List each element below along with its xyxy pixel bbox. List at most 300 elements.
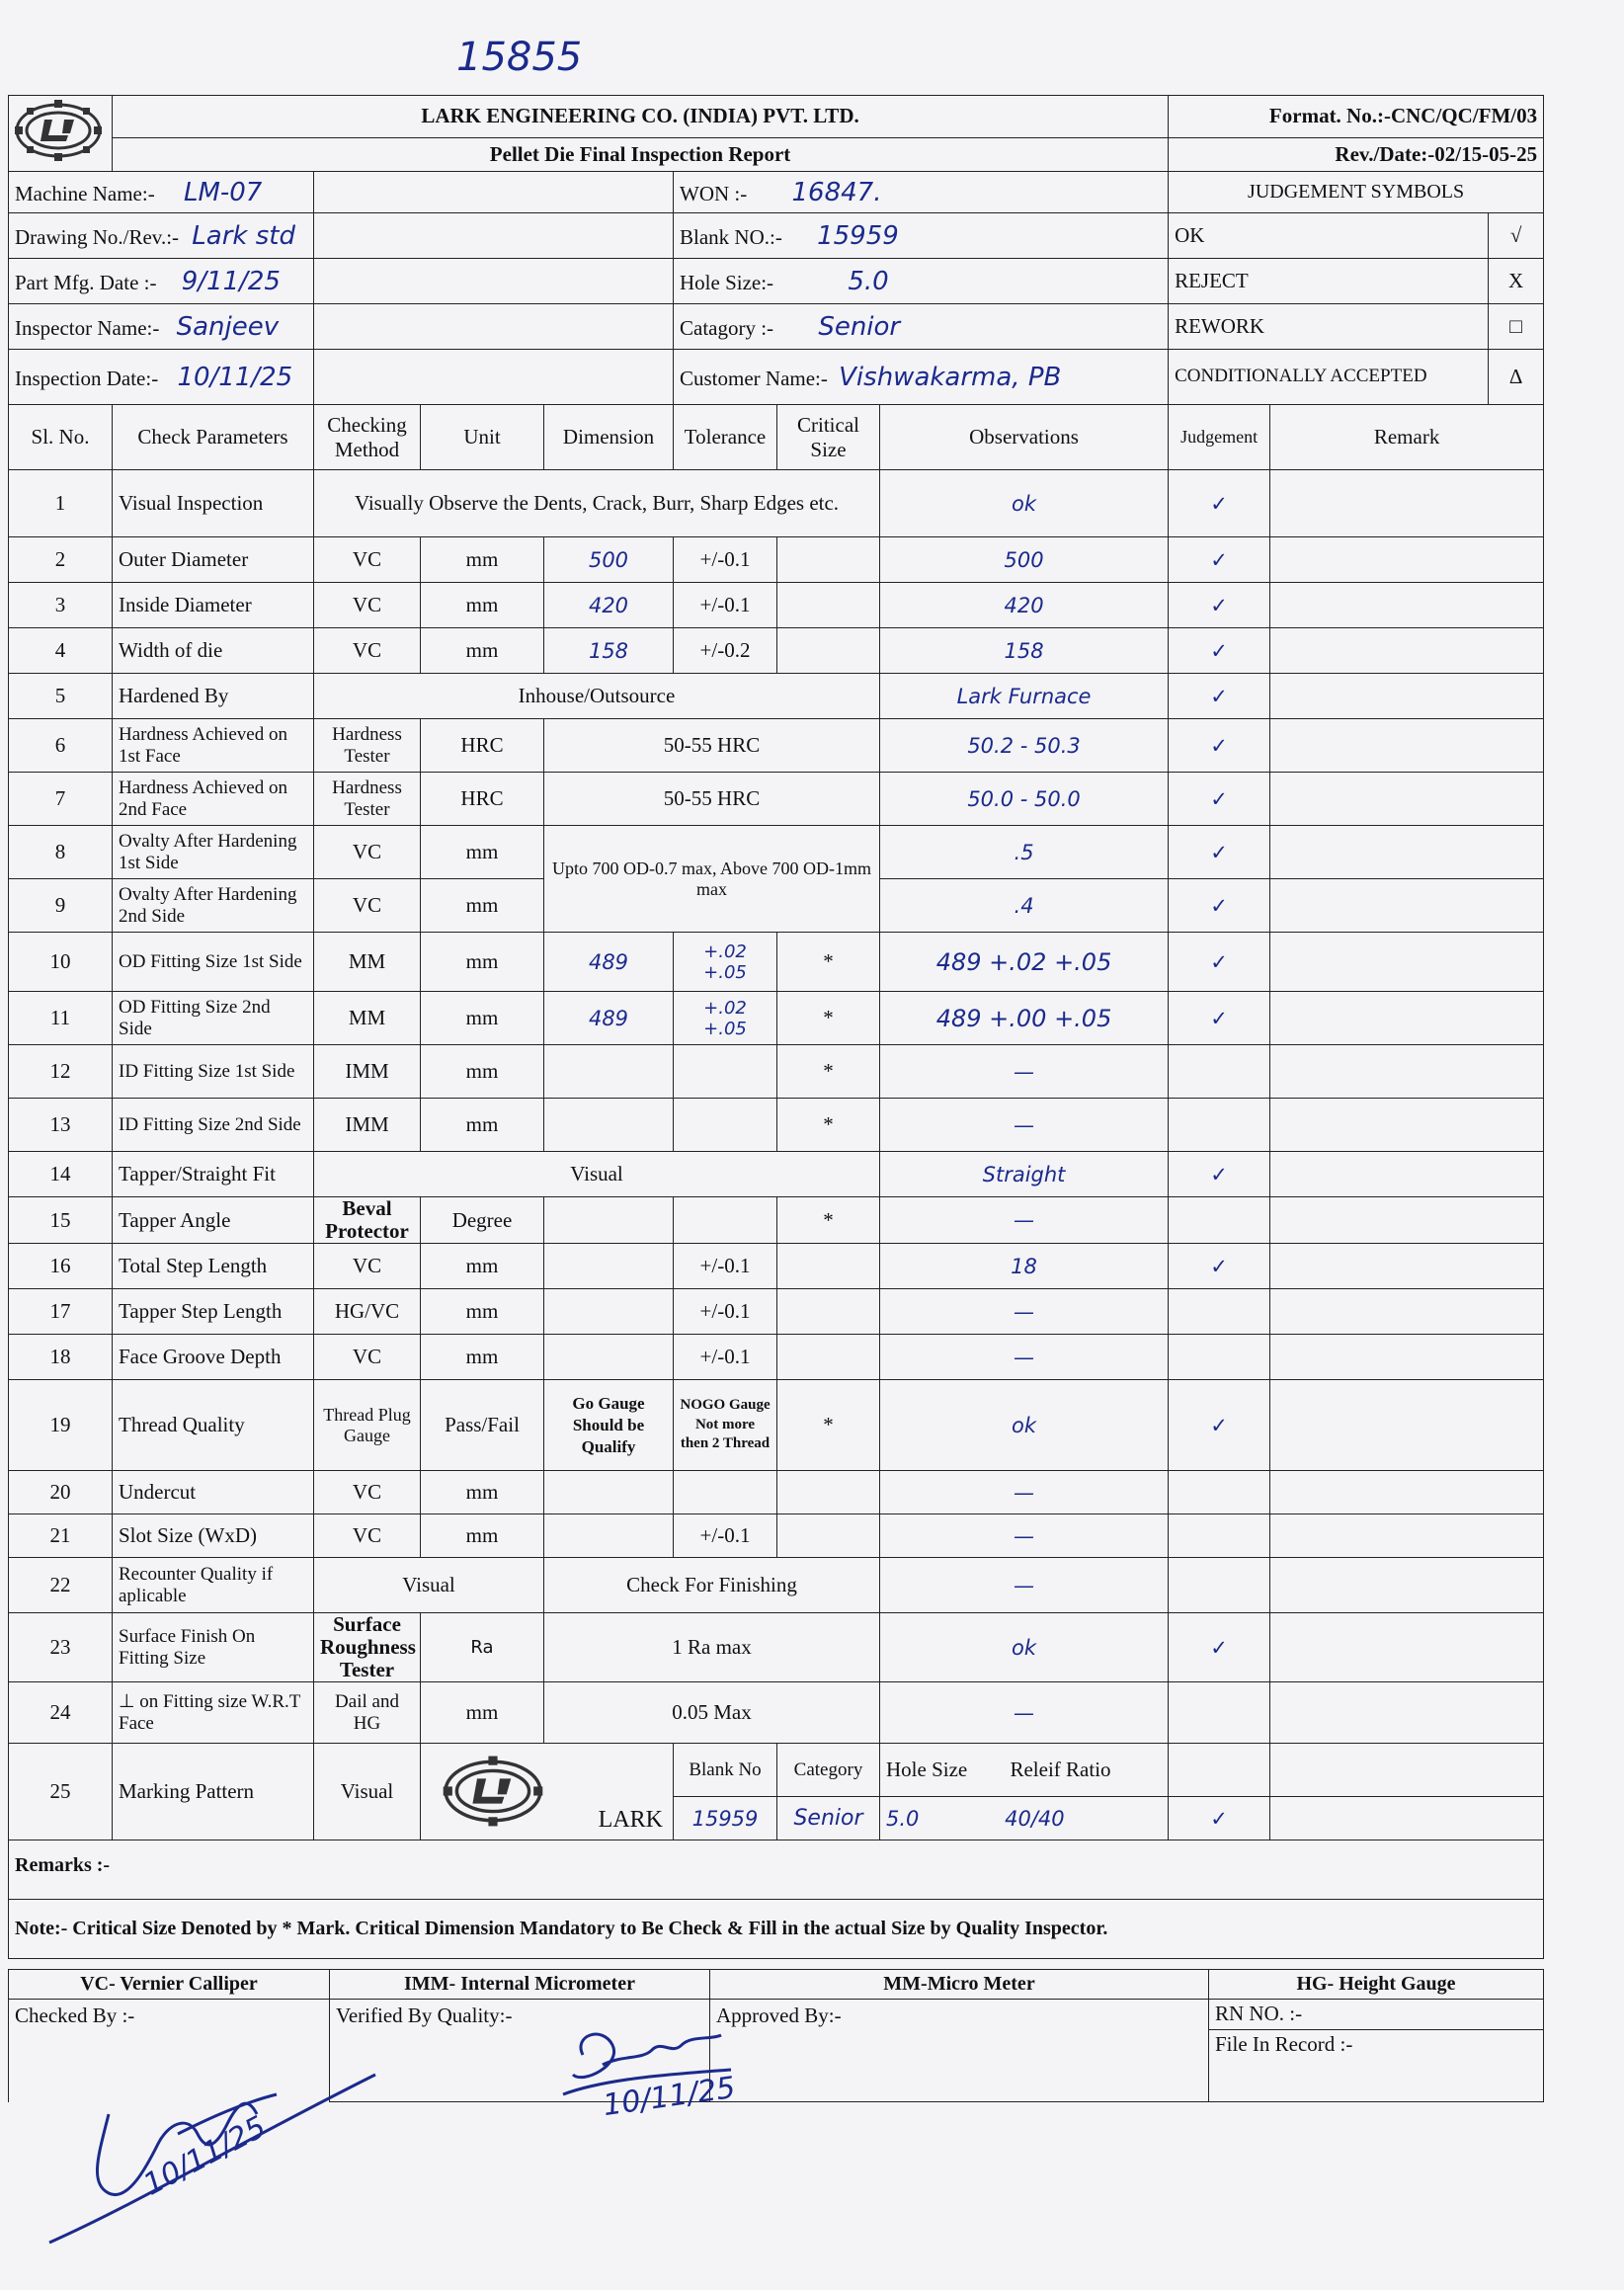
inspection-date-spacer: [314, 350, 674, 405]
row-observation: —: [880, 1335, 1169, 1380]
gear-logo-icon: [429, 1752, 557, 1831]
row-critical: [777, 537, 880, 583]
row-sl: 7: [9, 773, 113, 826]
row-sl: 21: [9, 1514, 113, 1558]
row-remark: [1270, 1335, 1544, 1380]
row-unit: mm: [421, 826, 544, 879]
row-observation: 420: [880, 583, 1169, 628]
col-unit: Unit: [421, 405, 544, 470]
symbol-ok: √: [1489, 213, 1544, 259]
row-sl: 4: [9, 628, 113, 674]
marking-judgement: ✓: [1169, 1797, 1270, 1840]
inspection-date-label: Inspection Date:-: [15, 366, 159, 390]
table-row: [9, 583, 1544, 628]
symbol-reject-label: REJECT: [1169, 259, 1489, 304]
marking-header-hole-relief: [880, 1744, 1169, 1797]
machine-spacer: [314, 172, 674, 213]
row-observation: .5: [880, 826, 1169, 879]
row-param: Inside Diameter: [113, 583, 314, 628]
marking-value-hole: 5.0: [886, 1806, 920, 1831]
row-method: VC: [314, 1471, 421, 1514]
approved-by-label: Approved By:-: [716, 2004, 842, 2027]
row-judgement: [1169, 1514, 1270, 1558]
row-method: Thread Plug Gauge: [314, 1380, 421, 1471]
row-dimension: 489: [544, 933, 674, 992]
row-sl: 9: [9, 879, 113, 933]
col-tolerance: Tolerance: [674, 405, 777, 470]
row-param: Total Step Length: [113, 1244, 314, 1289]
marking-row: [9, 1744, 1544, 1797]
row-spec: Visually Observe the Dents, Crack, Burr, Sharp Edges etc.: [314, 470, 880, 537]
row-sl: 11: [9, 992, 113, 1045]
row-param: Width of die: [113, 628, 314, 674]
row-remark: [1270, 719, 1544, 773]
row-tolerance: +.02 +.05: [674, 992, 777, 1045]
col-sl: Sl. No.: [9, 405, 113, 470]
row-sl: 17: [9, 1289, 113, 1335]
row-judgement: ✓: [1169, 628, 1270, 674]
row-judgement: [1169, 1558, 1270, 1613]
row-sl: 18: [9, 1335, 113, 1380]
symbol-ok-label: OK: [1169, 213, 1489, 259]
customer-field: [674, 350, 1169, 405]
row-observation: —: [880, 1471, 1169, 1514]
row-param: Visual Inspection: [113, 470, 314, 537]
row-dimension: [544, 1514, 674, 1558]
row-dimension: [544, 1289, 674, 1335]
row-judgement: [1169, 1471, 1270, 1514]
row-param: Undercut: [113, 1471, 314, 1514]
row-unit: mm: [421, 1471, 544, 1514]
table-row: [9, 1471, 1544, 1514]
row-observation: ok: [880, 1613, 1169, 1682]
row-remark: [1270, 1613, 1544, 1682]
row-remark: [1270, 1099, 1544, 1152]
row-sl: 23: [9, 1613, 113, 1682]
row-remark: [1270, 1380, 1544, 1471]
row-method: VC: [314, 583, 421, 628]
row-remark: [1270, 933, 1544, 992]
inspector-label: Inspector Name:-: [15, 315, 160, 340]
row-param: ID Fitting Size 2nd Side: [113, 1099, 314, 1152]
verified-by-label: Verified By Quality:-: [336, 2004, 513, 2027]
inspection-date-field: [9, 350, 314, 405]
company-name: LARK ENGINEERING CO. (INDIA) PVT. LTD.: [113, 96, 1169, 138]
row-observation: 50.0 - 50.0: [880, 773, 1169, 826]
row-judgement: [1169, 1045, 1270, 1099]
row-critical: [777, 1244, 880, 1289]
row-remark: [1270, 1244, 1544, 1289]
approved-by-cell: [710, 2000, 1209, 2102]
legend-imm: IMM- Internal Micrometer: [330, 1970, 710, 2000]
row-observation: —: [880, 1045, 1169, 1099]
row-dimension: [544, 1244, 674, 1289]
row-unit: mm: [421, 879, 544, 933]
row-unit: mm: [421, 992, 544, 1045]
table-row: [9, 1558, 1544, 1613]
customer-value: Vishwakarma, PB: [839, 362, 1062, 392]
row-dimension: Go Gauge Should be Qualify: [544, 1380, 674, 1471]
file-in-record: File In Record :-: [1215, 2032, 1353, 2056]
row-critical: [777, 1289, 880, 1335]
row-param: ID Fitting Size 1st Side: [113, 1045, 314, 1099]
row-remark: [1270, 1682, 1544, 1744]
handwritten-serial-number: 15855: [456, 35, 583, 80]
row-unit: Degree: [421, 1197, 544, 1244]
row-param: Outer Diameter: [113, 537, 314, 583]
col-critical-size: Critical Size: [777, 405, 880, 470]
col-judgement: Judgement: [1169, 405, 1270, 470]
row-sl: 15: [9, 1197, 113, 1244]
row-sl: 10: [9, 933, 113, 992]
row-sl: 14: [9, 1152, 113, 1197]
row-method: IMM: [314, 1045, 421, 1099]
customer-label: Customer Name:-: [680, 366, 828, 390]
table-row: [9, 1613, 1544, 1682]
table-row: [9, 1289, 1544, 1335]
row-param: Tapper/Straight Fit: [113, 1152, 314, 1197]
lark-label: LARK: [598, 1807, 663, 1834]
col-checking-method: Checking Method: [314, 405, 421, 470]
table-row: [9, 1197, 1544, 1244]
symbol-rework-label: REWORK: [1169, 304, 1489, 350]
row-sl: 19: [9, 1380, 113, 1471]
row-unit: mm: [421, 933, 544, 992]
row-judgement: ✓: [1169, 1244, 1270, 1289]
col-remark: Remark: [1270, 405, 1544, 470]
table-row: [9, 1514, 1544, 1558]
column-header-row: [9, 405, 1544, 470]
row-param: ⊥ on Fitting size W.R.T Face: [113, 1682, 314, 1744]
legend-mm: MM-Micro Meter: [710, 1970, 1209, 2000]
row-param: Slot Size (WxD): [113, 1514, 314, 1558]
symbol-reject: X: [1489, 259, 1544, 304]
row-param: OD Fitting Size 2nd Side: [113, 992, 314, 1045]
row-critical: *: [777, 1380, 880, 1471]
row-dimension: 489: [544, 992, 674, 1045]
row-observation: .4: [880, 879, 1169, 933]
marking-value-relief: 40/40: [1005, 1806, 1065, 1831]
row-method: MM: [314, 992, 421, 1045]
row-sl: 24: [9, 1682, 113, 1744]
row-judgement: ✓: [1169, 826, 1270, 879]
row-param: Tapper Angle: [113, 1197, 314, 1244]
table-row: [9, 1099, 1544, 1152]
row-sl: 6: [9, 719, 113, 773]
rn-no: RN NO. :-: [1209, 2000, 1543, 2030]
row-tolerance: +/-0.1: [674, 1514, 777, 1558]
row-judgement: ✓: [1169, 470, 1270, 537]
row-dimension: [544, 1045, 674, 1099]
row-tolerance: [674, 1045, 777, 1099]
drawing-spacer: [314, 213, 674, 259]
marking-value-hole-relief: [880, 1797, 1169, 1840]
table-row: [9, 1244, 1544, 1289]
row-dimension: [544, 1335, 674, 1380]
row-remark: [1270, 826, 1544, 879]
row-unit: mm: [421, 1289, 544, 1335]
row-judgement: [1169, 1099, 1270, 1152]
category-field: [674, 304, 1169, 350]
row-param: Surface Finish On Fitting Size: [113, 1613, 314, 1682]
row-unit: mm: [421, 1514, 544, 1558]
row-remark: [1270, 470, 1544, 537]
row-method: Hardness Tester: [314, 773, 421, 826]
row-param: Hardened By: [113, 674, 314, 719]
row-method: MM: [314, 933, 421, 992]
row-remark: [1270, 1471, 1544, 1514]
row-sl: 1: [9, 470, 113, 537]
row-unit: mm: [421, 1682, 544, 1744]
hole-size-value: 5.0: [848, 266, 889, 296]
row-judgement: [1169, 1682, 1270, 1744]
row-unit: HRC: [421, 773, 544, 826]
drawing-field: [9, 213, 314, 259]
blank-value: 15959: [817, 220, 899, 251]
blank-label: Blank NO.:-: [680, 224, 782, 249]
table-row: [9, 470, 1544, 537]
row-remark: [1270, 583, 1544, 628]
marking-judgement-top: [1169, 1744, 1270, 1797]
record-cell: [1209, 2000, 1544, 2102]
checked-by-date: 10/11/25: [137, 2109, 273, 2203]
row-judgement: ✓: [1169, 537, 1270, 583]
table-row: [9, 1335, 1544, 1380]
row-observation: 489 +.02 +.05: [880, 933, 1169, 992]
row-unit: mm: [421, 1244, 544, 1289]
legend-vc: VC- Vernier Calliper: [9, 1970, 330, 2000]
row-tolerance: +/-0.1: [674, 583, 777, 628]
row-tolerance: [674, 1471, 777, 1514]
inspector-spacer: [314, 304, 674, 350]
row-judgement: ✓: [1169, 1613, 1270, 1682]
row-observation: 500: [880, 537, 1169, 583]
table-row: [9, 719, 1544, 773]
row-remark: [1270, 1514, 1544, 1558]
row-spec: Upto 700 OD-0.7 max, Above 700 OD-1mm max: [544, 826, 880, 933]
marking-value-category: Senior: [777, 1797, 880, 1840]
marking-value-blank: 15959: [674, 1797, 777, 1840]
part-mfg-spacer: [314, 259, 674, 304]
row-sl: 16: [9, 1244, 113, 1289]
row-remark: [1270, 537, 1544, 583]
row-judgement: ✓: [1169, 583, 1270, 628]
inspection-form: [8, 95, 1544, 1959]
row-sl: 2: [9, 537, 113, 583]
legend-hg: HG- Height Gauge: [1209, 1970, 1544, 2000]
blank-field: [674, 213, 1169, 259]
row-param: Marking Pattern: [113, 1744, 314, 1840]
row-critical: *: [777, 1197, 880, 1244]
row-observation: 18: [880, 1244, 1169, 1289]
col-check-parameters: Check Parameters: [113, 405, 314, 470]
inspector-value: Sanjeev: [176, 311, 280, 342]
row-spec: 50-55 HRC: [544, 773, 880, 826]
row-sl: 5: [9, 674, 113, 719]
row-param: Thread Quality: [113, 1380, 314, 1471]
row-critical: *: [777, 992, 880, 1045]
table-row: [9, 1380, 1544, 1471]
row-method: IMM: [314, 1099, 421, 1152]
row-dimension: [544, 1197, 674, 1244]
row-observation: 489 +.00 +.05: [880, 992, 1169, 1045]
row-judgement: [1169, 1335, 1270, 1380]
row-tolerance: [674, 1197, 777, 1244]
row-method: Surface Roughness Tester: [314, 1613, 421, 1682]
row-dimension: 420: [544, 583, 674, 628]
row-method: VC: [314, 1335, 421, 1380]
row-unit: Pass/Fail: [421, 1380, 544, 1471]
row-observation: ok: [880, 470, 1169, 537]
row-unit: mm: [421, 583, 544, 628]
row-param: Face Groove Depth: [113, 1335, 314, 1380]
revision-date: Rev./Date:-02/15-05-25: [1169, 137, 1544, 171]
row-param: Tapper Step Length: [113, 1289, 314, 1335]
row-observation: Lark Furnace: [880, 674, 1169, 719]
verified-by-date: 10/11/25: [601, 2070, 738, 2124]
drawing-label: Drawing No./Rev.:-: [15, 224, 180, 249]
table-row: [9, 1682, 1544, 1744]
row-sl: 8: [9, 826, 113, 879]
marking-header-blank: Blank No: [674, 1744, 777, 1797]
row-method: VC: [314, 537, 421, 583]
row-method: VC: [314, 879, 421, 933]
row-judgement: ✓: [1169, 1152, 1270, 1197]
drawing-value: Lark std: [192, 220, 295, 251]
row-observation: —: [880, 1197, 1169, 1244]
machine-name-label: Machine Name:-: [15, 181, 155, 205]
row-remark: [1270, 992, 1544, 1045]
row-method: Hardness Tester: [314, 719, 421, 773]
row-judgement: ✓: [1169, 879, 1270, 933]
table-row: [9, 1045, 1544, 1099]
hole-size-field: [674, 259, 1169, 304]
row-sl: 12: [9, 1045, 113, 1099]
row-method: VC: [314, 826, 421, 879]
judgement-symbols-title: JUDGEMENT SYMBOLS: [1169, 172, 1544, 213]
row-method: Dail and HG: [314, 1682, 421, 1744]
symbol-rework: □: [1489, 304, 1544, 350]
row-remark: [1270, 1558, 1544, 1613]
row-critical: *: [777, 933, 880, 992]
row-critical: [777, 583, 880, 628]
row-unit: Ra: [421, 1613, 544, 1682]
row-tolerance: +/-0.1: [674, 1244, 777, 1289]
row-remark: [1270, 1152, 1544, 1197]
row-critical: [777, 628, 880, 674]
machine-name-field: [9, 172, 314, 213]
row-sl: 13: [9, 1099, 113, 1152]
row-observation: 50.2 - 50.3: [880, 719, 1169, 773]
row-critical: *: [777, 1099, 880, 1152]
table-row: [9, 1152, 1544, 1197]
table-row: [9, 773, 1544, 826]
row-critical: *: [777, 1045, 880, 1099]
marking-header-category: Category: [777, 1744, 880, 1797]
table-row: [9, 992, 1544, 1045]
col-observations: Observations: [880, 405, 1169, 470]
table-row: [9, 537, 1544, 583]
won-value: 16847.: [791, 177, 882, 207]
table-row: [9, 826, 1544, 879]
row-observation: —: [880, 1682, 1169, 1744]
row-tolerance: +.02 +.05: [674, 933, 777, 992]
row-tolerance: NOGO Gauge Not more then 2 Thread: [674, 1380, 777, 1471]
row-observation: —: [880, 1099, 1169, 1152]
row-critical: [777, 1471, 880, 1514]
row-remark: [1270, 879, 1544, 933]
row-unit: mm: [421, 1045, 544, 1099]
row-sl: 25: [9, 1744, 113, 1840]
row-param: Hardness Achieved on 2nd Face: [113, 773, 314, 826]
row-judgement: ✓: [1169, 674, 1270, 719]
marking-remark-top: [1270, 1744, 1544, 1797]
row-spec: Inhouse/Outsource: [314, 674, 880, 719]
category-value: Senior: [818, 311, 901, 342]
gear-logo-icon: [9, 96, 108, 165]
table-row: [9, 628, 1544, 674]
row-unit: mm: [421, 628, 544, 674]
marking-logo-cell: [421, 1744, 674, 1840]
row-judgement: [1169, 1197, 1270, 1244]
row-remark: [1270, 1197, 1544, 1244]
row-param: Recounter Quality if aplicable: [113, 1558, 314, 1613]
row-unit: HRC: [421, 719, 544, 773]
row-dimension: 500: [544, 537, 674, 583]
row-observation: ok: [880, 1380, 1169, 1471]
row-sl: 3: [9, 583, 113, 628]
row-method: Beval Protector: [314, 1197, 421, 1244]
marking-header-relief: Releif Ratio: [1010, 1758, 1111, 1782]
won-label: WON :-: [680, 181, 748, 205]
row-critical: [777, 1335, 880, 1380]
row-tolerance: +/-0.1: [674, 1289, 777, 1335]
symbol-conditional: Δ: [1489, 350, 1544, 405]
row-spec: 1 Ra max: [544, 1613, 880, 1682]
marking-header-hole: Hole Size: [886, 1758, 968, 1782]
row-param: Hardness Achieved on 1st Face: [113, 719, 314, 773]
row-judgement: ✓: [1169, 719, 1270, 773]
row-unit: mm: [421, 1335, 544, 1380]
row-tolerance: [674, 1099, 777, 1152]
row-method: HG/VC: [314, 1289, 421, 1335]
row-remark: [1270, 773, 1544, 826]
row-remark: [1270, 1045, 1544, 1099]
row-param: Ovalty After Hardening 2nd Side: [113, 879, 314, 933]
table-row: [9, 674, 1544, 719]
hole-size-label: Hole Size:-: [680, 270, 774, 294]
row-method: Visual: [314, 1744, 421, 1840]
row-judgement: [1169, 1289, 1270, 1335]
row-unit: mm: [421, 1099, 544, 1152]
row-method: VC: [314, 1244, 421, 1289]
row-method: VC: [314, 628, 421, 674]
table-row: [9, 933, 1544, 992]
won-field: [674, 172, 1169, 213]
row-remark: [1270, 674, 1544, 719]
row-judgement: ✓: [1169, 773, 1270, 826]
company-logo: [9, 96, 113, 172]
row-judgement: ✓: [1169, 1380, 1270, 1471]
row-method: Visual: [314, 1558, 544, 1613]
part-mfg-value: 9/11/25: [181, 266, 281, 296]
row-param: Ovalty After Hardening 1st Side: [113, 826, 314, 879]
part-mfg-label: Part Mfg. Date :-: [15, 270, 157, 294]
row-unit: mm: [421, 537, 544, 583]
symbol-conditional-label: CONDITIONALLY ACCEPTED: [1169, 350, 1489, 405]
marking-remark: [1270, 1797, 1544, 1840]
row-sl: 22: [9, 1558, 113, 1613]
